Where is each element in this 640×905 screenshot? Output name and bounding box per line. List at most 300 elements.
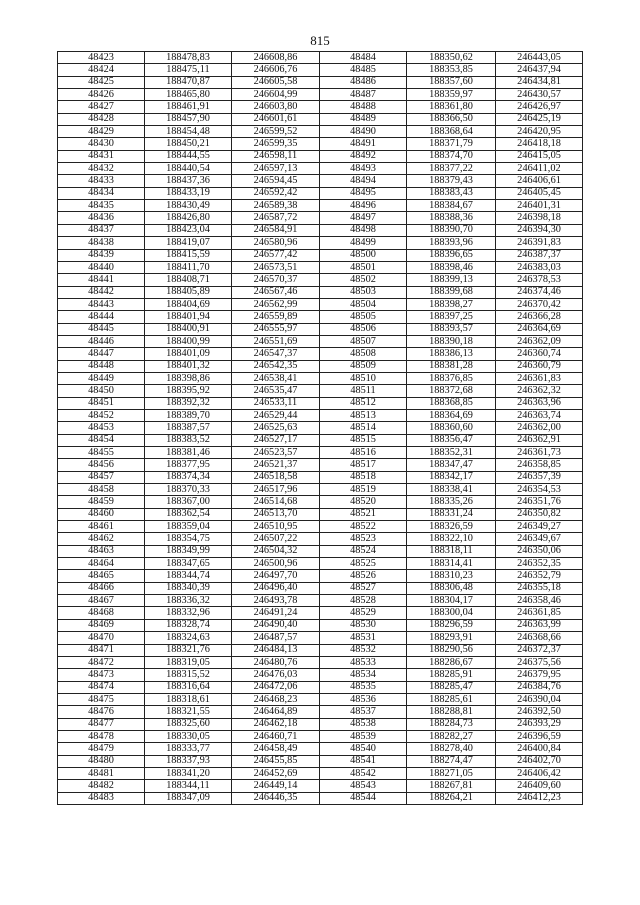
table-row <box>58 508 583 520</box>
y-coordinate-right-cell: 246361,83 <box>496 372 583 384</box>
y-coordinate-right-cell: 246352,35 <box>496 558 583 570</box>
x-coordinate-left-cell: 188325,60 <box>145 718 232 730</box>
x-coordinate-left-cell: 188340,39 <box>145 582 232 594</box>
table-row <box>58 644 583 656</box>
x-coordinate-left-cell: 188437,36 <box>145 175 232 187</box>
x-coordinate-left-cell: 188315,52 <box>145 669 232 681</box>
x-coordinate-left-cell: 188423,04 <box>145 224 232 236</box>
x-coordinate-right-cell: 188381,28 <box>407 360 496 372</box>
y-coordinate-right-cell: 246392,50 <box>496 706 583 718</box>
point-number-left-cell: 48432 <box>58 163 145 175</box>
x-coordinate-left-cell: 188381,46 <box>145 447 232 459</box>
x-coordinate-right-cell: 188318,11 <box>407 545 496 557</box>
y-coordinate-right-cell: 246443,05 <box>496 52 583 64</box>
x-coordinate-right-cell: 188271,05 <box>407 767 496 779</box>
point-number-left-cell: 48438 <box>58 237 145 249</box>
y-coordinate-left-cell: 246496,40 <box>232 582 320 594</box>
point-number-right-cell: 48521 <box>320 508 407 520</box>
y-coordinate-left-cell: 246601,61 <box>232 113 320 125</box>
y-coordinate-left-cell: 246507,22 <box>232 533 320 545</box>
point-number-left-cell: 48427 <box>58 101 145 113</box>
x-coordinate-left-cell: 188454,48 <box>145 126 232 138</box>
table-row <box>58 52 583 64</box>
x-coordinate-left-cell: 188362,54 <box>145 508 232 520</box>
point-number-right-cell: 48532 <box>320 644 407 656</box>
point-number-left-cell: 48459 <box>58 496 145 508</box>
y-coordinate-left-cell: 246510,95 <box>232 521 320 533</box>
point-number-right-cell: 48525 <box>320 558 407 570</box>
x-coordinate-left-cell: 188430,49 <box>145 200 232 212</box>
x-coordinate-right-cell: 188322,10 <box>407 533 496 545</box>
table-row <box>58 755 583 767</box>
y-coordinate-right-cell: 246354,53 <box>496 484 583 496</box>
x-coordinate-right-cell: 188293,91 <box>407 632 496 644</box>
y-coordinate-right-cell: 246379,95 <box>496 669 583 681</box>
point-number-right-cell: 48510 <box>320 372 407 384</box>
y-coordinate-right-cell: 246350,82 <box>496 508 583 520</box>
y-coordinate-left-cell: 246462,18 <box>232 718 320 730</box>
point-number-right-cell: 48485 <box>320 64 407 76</box>
y-coordinate-right-cell: 246411,02 <box>496 163 583 175</box>
y-coordinate-right-cell: 246362,00 <box>496 422 583 434</box>
x-coordinate-right-cell: 188390,70 <box>407 224 496 236</box>
table-row <box>58 385 583 397</box>
x-coordinate-right-cell: 188350,62 <box>407 52 496 64</box>
x-coordinate-right-cell: 188314,41 <box>407 558 496 570</box>
table-row <box>58 298 583 310</box>
point-number-left-cell: 48449 <box>58 372 145 384</box>
x-coordinate-right-cell: 188398,27 <box>407 298 496 310</box>
point-number-left-cell: 48456 <box>58 459 145 471</box>
point-number-left-cell: 48451 <box>58 397 145 409</box>
point-number-left-cell: 48439 <box>58 249 145 261</box>
x-coordinate-right-cell: 188366,50 <box>407 113 496 125</box>
x-coordinate-right-cell: 188398,46 <box>407 261 496 273</box>
y-coordinate-right-cell: 246363,99 <box>496 619 583 631</box>
y-coordinate-right-cell: 246391,83 <box>496 237 583 249</box>
x-coordinate-right-cell: 188286,67 <box>407 656 496 668</box>
x-coordinate-left-cell: 188321,76 <box>145 644 232 656</box>
y-coordinate-left-cell: 246504,32 <box>232 545 320 557</box>
y-coordinate-left-cell: 246468,23 <box>232 693 320 705</box>
point-number-left-cell: 48479 <box>58 743 145 755</box>
point-number-right-cell: 48488 <box>320 101 407 113</box>
point-number-right-cell: 48539 <box>320 730 407 742</box>
table-row <box>58 113 583 125</box>
point-number-left-cell: 48453 <box>58 422 145 434</box>
y-coordinate-right-cell: 246394,30 <box>496 224 583 236</box>
x-coordinate-left-cell: 188440,54 <box>145 163 232 175</box>
x-coordinate-right-cell: 188282,27 <box>407 730 496 742</box>
y-coordinate-left-cell: 246584,91 <box>232 224 320 236</box>
table-row <box>58 706 583 718</box>
point-number-left-cell: 48442 <box>58 286 145 298</box>
x-coordinate-left-cell: 188318,61 <box>145 693 232 705</box>
y-coordinate-right-cell: 246360,79 <box>496 360 583 372</box>
point-number-left-cell: 48468 <box>58 607 145 619</box>
table-row <box>58 409 583 421</box>
point-number-right-cell: 48531 <box>320 632 407 644</box>
point-number-right-cell: 48529 <box>320 607 407 619</box>
y-coordinate-left-cell: 246458,49 <box>232 743 320 755</box>
x-coordinate-left-cell: 188475,11 <box>145 64 232 76</box>
y-coordinate-right-cell: 246363,74 <box>496 409 583 421</box>
point-number-left-cell: 48455 <box>58 447 145 459</box>
table-row <box>58 212 583 224</box>
table-row <box>58 335 583 347</box>
y-coordinate-right-cell: 246349,27 <box>496 521 583 533</box>
point-number-left-cell: 48466 <box>58 582 145 594</box>
point-number-left-cell: 48454 <box>58 434 145 446</box>
table-row <box>58 521 583 533</box>
point-number-left-cell: 48470 <box>58 632 145 644</box>
y-coordinate-right-cell: 246362,91 <box>496 434 583 446</box>
point-number-left-cell: 48475 <box>58 693 145 705</box>
x-coordinate-left-cell: 188333,77 <box>145 743 232 755</box>
point-number-right-cell: 48503 <box>320 286 407 298</box>
table-row <box>58 261 583 273</box>
table-row <box>58 200 583 212</box>
y-coordinate-left-cell: 246547,37 <box>232 348 320 360</box>
table-row <box>58 780 583 792</box>
point-number-left-cell: 48446 <box>58 335 145 347</box>
x-coordinate-left-cell: 188426,80 <box>145 212 232 224</box>
table-row <box>58 656 583 668</box>
table-row <box>58 126 583 138</box>
point-number-left-cell: 48482 <box>58 780 145 792</box>
y-coordinate-right-cell: 246405,45 <box>496 187 583 199</box>
y-coordinate-left-cell: 246500,96 <box>232 558 320 570</box>
x-coordinate-right-cell: 188372,68 <box>407 385 496 397</box>
point-number-right-cell: 48519 <box>320 484 407 496</box>
x-coordinate-left-cell: 188444,55 <box>145 150 232 162</box>
x-coordinate-right-cell: 188353,85 <box>407 64 496 76</box>
point-number-right-cell: 48508 <box>320 348 407 360</box>
point-number-left-cell: 48481 <box>58 767 145 779</box>
y-coordinate-right-cell: 246361,85 <box>496 607 583 619</box>
point-number-left-cell: 48433 <box>58 175 145 187</box>
y-coordinate-left-cell: 246580,96 <box>232 237 320 249</box>
x-coordinate-left-cell: 188404,69 <box>145 298 232 310</box>
table-row <box>58 237 583 249</box>
table-row <box>58 681 583 693</box>
y-coordinate-right-cell: 246409,60 <box>496 780 583 792</box>
y-coordinate-left-cell: 246587,72 <box>232 212 320 224</box>
y-coordinate-right-cell: 246384,76 <box>496 681 583 693</box>
point-number-left-cell: 48480 <box>58 755 145 767</box>
x-coordinate-left-cell: 188328,74 <box>145 619 232 631</box>
point-number-right-cell: 48520 <box>320 496 407 508</box>
point-number-right-cell: 48514 <box>320 422 407 434</box>
point-number-right-cell: 48506 <box>320 323 407 335</box>
table-row <box>58 224 583 236</box>
table-row <box>58 76 583 88</box>
table-row <box>58 187 583 199</box>
point-number-left-cell: 48458 <box>58 484 145 496</box>
point-number-left-cell: 48467 <box>58 595 145 607</box>
x-coordinate-left-cell: 188400,99 <box>145 335 232 347</box>
x-coordinate-left-cell: 188401,32 <box>145 360 232 372</box>
x-coordinate-right-cell: 188390,18 <box>407 335 496 347</box>
point-number-right-cell: 48527 <box>320 582 407 594</box>
x-coordinate-right-cell: 188371,79 <box>407 138 496 150</box>
y-coordinate-left-cell: 246480,76 <box>232 656 320 668</box>
point-number-right-cell: 48486 <box>320 76 407 88</box>
x-coordinate-right-cell: 188368,85 <box>407 397 496 409</box>
x-coordinate-right-cell: 188335,26 <box>407 496 496 508</box>
x-coordinate-right-cell: 188393,96 <box>407 237 496 249</box>
y-coordinate-left-cell: 246599,35 <box>232 138 320 150</box>
table-row <box>58 730 583 742</box>
x-coordinate-left-cell: 188411,70 <box>145 261 232 273</box>
y-coordinate-right-cell: 246362,32 <box>496 385 583 397</box>
x-coordinate-left-cell: 188359,04 <box>145 521 232 533</box>
x-coordinate-left-cell: 188392,32 <box>145 397 232 409</box>
point-number-right-cell: 48498 <box>320 224 407 236</box>
x-coordinate-right-cell: 188288,81 <box>407 706 496 718</box>
table-row <box>58 558 583 570</box>
point-number-right-cell: 48493 <box>320 163 407 175</box>
y-coordinate-left-cell: 246476,03 <box>232 669 320 681</box>
y-coordinate-right-cell: 246349,67 <box>496 533 583 545</box>
table-row <box>58 545 583 557</box>
point-number-right-cell: 48523 <box>320 533 407 545</box>
table-row <box>58 138 583 150</box>
y-coordinate-right-cell: 246364,69 <box>496 323 583 335</box>
table-row <box>58 360 583 372</box>
table-row <box>58 311 583 323</box>
table-row <box>58 323 583 335</box>
point-number-right-cell: 48541 <box>320 755 407 767</box>
y-coordinate-left-cell: 246562,99 <box>232 298 320 310</box>
point-number-left-cell: 48452 <box>58 409 145 421</box>
y-coordinate-right-cell: 246352,79 <box>496 570 583 582</box>
table-row <box>58 496 583 508</box>
x-coordinate-left-cell: 188319,05 <box>145 656 232 668</box>
y-coordinate-right-cell: 246415,05 <box>496 150 583 162</box>
table-row <box>58 767 583 779</box>
point-number-right-cell: 48494 <box>320 175 407 187</box>
y-coordinate-right-cell: 246366,28 <box>496 311 583 323</box>
point-number-left-cell: 48472 <box>58 656 145 668</box>
table-row <box>58 89 583 101</box>
x-coordinate-right-cell: 188342,17 <box>407 471 496 483</box>
point-number-left-cell: 48437 <box>58 224 145 236</box>
x-coordinate-left-cell: 188395,92 <box>145 385 232 397</box>
y-coordinate-left-cell: 246559,89 <box>232 311 320 323</box>
point-number-left-cell: 48444 <box>58 311 145 323</box>
x-coordinate-right-cell: 188359,97 <box>407 89 496 101</box>
point-number-left-cell: 48436 <box>58 212 145 224</box>
y-coordinate-right-cell: 246383,03 <box>496 261 583 273</box>
point-number-right-cell: 48513 <box>320 409 407 421</box>
point-number-left-cell: 48448 <box>58 360 145 372</box>
point-number-right-cell: 48522 <box>320 521 407 533</box>
x-coordinate-right-cell: 188368,64 <box>407 126 496 138</box>
x-coordinate-right-cell: 188383,43 <box>407 187 496 199</box>
x-coordinate-left-cell: 188450,21 <box>145 138 232 150</box>
x-coordinate-left-cell: 188465,80 <box>145 89 232 101</box>
y-coordinate-right-cell: 246360,74 <box>496 348 583 360</box>
x-coordinate-left-cell: 188316,64 <box>145 681 232 693</box>
y-coordinate-left-cell: 246497,70 <box>232 570 320 582</box>
x-coordinate-left-cell: 188344,11 <box>145 780 232 792</box>
point-number-left-cell: 48425 <box>58 76 145 88</box>
y-coordinate-left-cell: 246487,57 <box>232 632 320 644</box>
y-coordinate-left-cell: 246514,68 <box>232 496 320 508</box>
point-number-left-cell: 48464 <box>58 558 145 570</box>
y-coordinate-right-cell: 246351,76 <box>496 496 583 508</box>
point-number-right-cell: 48517 <box>320 459 407 471</box>
point-number-right-cell: 48504 <box>320 298 407 310</box>
x-coordinate-left-cell: 188419,07 <box>145 237 232 249</box>
point-number-right-cell: 48543 <box>320 780 407 792</box>
point-number-right-cell: 48536 <box>320 693 407 705</box>
y-coordinate-left-cell: 246525,63 <box>232 422 320 434</box>
point-number-left-cell: 48469 <box>58 619 145 631</box>
table-row <box>58 570 583 582</box>
x-coordinate-left-cell: 188478,83 <box>145 52 232 64</box>
x-coordinate-left-cell: 188336,32 <box>145 595 232 607</box>
point-number-right-cell: 48497 <box>320 212 407 224</box>
y-coordinate-left-cell: 246594,45 <box>232 175 320 187</box>
y-coordinate-left-cell: 246598,11 <box>232 150 320 162</box>
x-coordinate-left-cell: 188400,91 <box>145 323 232 335</box>
point-number-left-cell: 48477 <box>58 718 145 730</box>
y-coordinate-right-cell: 246362,09 <box>496 335 583 347</box>
y-coordinate-left-cell: 246460,71 <box>232 730 320 742</box>
x-coordinate-right-cell: 188285,61 <box>407 693 496 705</box>
x-coordinate-right-cell: 188306,48 <box>407 582 496 594</box>
point-number-left-cell: 48430 <box>58 138 145 150</box>
table-row <box>58 163 583 175</box>
y-coordinate-right-cell: 246418,18 <box>496 138 583 150</box>
y-coordinate-left-cell: 246597,13 <box>232 163 320 175</box>
y-coordinate-left-cell: 246452,69 <box>232 767 320 779</box>
point-number-right-cell: 48495 <box>320 187 407 199</box>
point-number-right-cell: 48518 <box>320 471 407 483</box>
y-coordinate-left-cell: 246517,96 <box>232 484 320 496</box>
table-row <box>58 718 583 730</box>
x-coordinate-left-cell: 188408,71 <box>145 274 232 286</box>
point-number-left-cell: 48424 <box>58 64 145 76</box>
y-coordinate-right-cell: 246387,37 <box>496 249 583 261</box>
y-coordinate-left-cell: 246605,58 <box>232 76 320 88</box>
x-coordinate-right-cell: 188274,47 <box>407 755 496 767</box>
point-number-right-cell: 48499 <box>320 237 407 249</box>
table-row <box>58 459 583 471</box>
x-coordinate-left-cell: 188470,87 <box>145 76 232 88</box>
y-coordinate-left-cell: 246603,80 <box>232 101 320 113</box>
point-number-right-cell: 48528 <box>320 595 407 607</box>
x-coordinate-right-cell: 188377,22 <box>407 163 496 175</box>
point-number-right-cell: 48512 <box>320 397 407 409</box>
point-number-right-cell: 48542 <box>320 767 407 779</box>
x-coordinate-left-cell: 188347,09 <box>145 792 232 804</box>
point-number-right-cell: 48535 <box>320 681 407 693</box>
x-coordinate-left-cell: 188398,86 <box>145 372 232 384</box>
point-number-right-cell: 48540 <box>320 743 407 755</box>
x-coordinate-right-cell: 188376,85 <box>407 372 496 384</box>
x-coordinate-left-cell: 188415,59 <box>145 249 232 261</box>
point-number-left-cell: 48474 <box>58 681 145 693</box>
point-number-right-cell: 48533 <box>320 656 407 668</box>
y-coordinate-right-cell: 246350,06 <box>496 545 583 557</box>
point-number-right-cell: 48501 <box>320 261 407 273</box>
y-coordinate-left-cell: 246529,44 <box>232 409 320 421</box>
point-number-left-cell: 48428 <box>58 113 145 125</box>
y-coordinate-left-cell: 246472,06 <box>232 681 320 693</box>
point-number-right-cell: 48515 <box>320 434 407 446</box>
y-coordinate-right-cell: 246357,39 <box>496 471 583 483</box>
x-coordinate-right-cell: 188374,70 <box>407 150 496 162</box>
point-number-left-cell: 48450 <box>58 385 145 397</box>
x-coordinate-right-cell: 188384,67 <box>407 200 496 212</box>
y-coordinate-left-cell: 246589,38 <box>232 200 320 212</box>
point-number-right-cell: 48538 <box>320 718 407 730</box>
y-coordinate-left-cell: 246604,99 <box>232 89 320 101</box>
x-coordinate-left-cell: 188461,91 <box>145 101 232 113</box>
x-coordinate-right-cell: 188296,59 <box>407 619 496 631</box>
y-coordinate-left-cell: 246513,70 <box>232 508 320 520</box>
point-number-right-cell: 48490 <box>320 126 407 138</box>
y-coordinate-left-cell: 246538,41 <box>232 372 320 384</box>
x-coordinate-left-cell: 188354,75 <box>145 533 232 545</box>
y-coordinate-right-cell: 246425,19 <box>496 113 583 125</box>
point-number-left-cell: 48426 <box>58 89 145 101</box>
y-coordinate-left-cell: 246493,78 <box>232 595 320 607</box>
y-coordinate-left-cell: 246555,97 <box>232 323 320 335</box>
y-coordinate-left-cell: 246535,47 <box>232 385 320 397</box>
point-number-left-cell: 48463 <box>58 545 145 557</box>
x-coordinate-right-cell: 188300,04 <box>407 607 496 619</box>
y-coordinate-right-cell: 246401,31 <box>496 200 583 212</box>
table-row <box>58 249 583 261</box>
x-coordinate-right-cell: 188264,21 <box>407 792 496 804</box>
y-coordinate-left-cell: 246592,42 <box>232 187 320 199</box>
x-coordinate-left-cell: 188349,99 <box>145 545 232 557</box>
y-coordinate-right-cell: 246400,84 <box>496 743 583 755</box>
point-number-left-cell: 48483 <box>58 792 145 804</box>
point-number-left-cell: 48478 <box>58 730 145 742</box>
x-coordinate-right-cell: 188347,47 <box>407 459 496 471</box>
table-row <box>58 397 583 409</box>
point-number-right-cell: 48509 <box>320 360 407 372</box>
x-coordinate-left-cell: 188341,20 <box>145 767 232 779</box>
table-row <box>58 607 583 619</box>
point-number-left-cell: 48440 <box>58 261 145 273</box>
y-coordinate-right-cell: 246412,23 <box>496 792 583 804</box>
x-coordinate-right-cell: 188386,13 <box>407 348 496 360</box>
y-coordinate-left-cell: 246490,40 <box>232 619 320 631</box>
y-coordinate-right-cell: 246358,46 <box>496 595 583 607</box>
point-number-left-cell: 48435 <box>58 200 145 212</box>
table-row <box>58 595 583 607</box>
x-coordinate-left-cell: 188457,90 <box>145 113 232 125</box>
y-coordinate-left-cell: 246567,46 <box>232 286 320 298</box>
y-coordinate-right-cell: 246437,94 <box>496 64 583 76</box>
y-coordinate-left-cell: 246606,76 <box>232 64 320 76</box>
point-number-left-cell: 48434 <box>58 187 145 199</box>
x-coordinate-right-cell: 188399,13 <box>407 274 496 286</box>
y-coordinate-left-cell: 246521,37 <box>232 459 320 471</box>
point-number-right-cell: 48534 <box>320 669 407 681</box>
point-number-right-cell: 48524 <box>320 545 407 557</box>
y-coordinate-left-cell: 246518,58 <box>232 471 320 483</box>
y-coordinate-right-cell: 246390,04 <box>496 693 583 705</box>
y-coordinate-left-cell: 246449,14 <box>232 780 320 792</box>
table-row <box>58 150 583 162</box>
